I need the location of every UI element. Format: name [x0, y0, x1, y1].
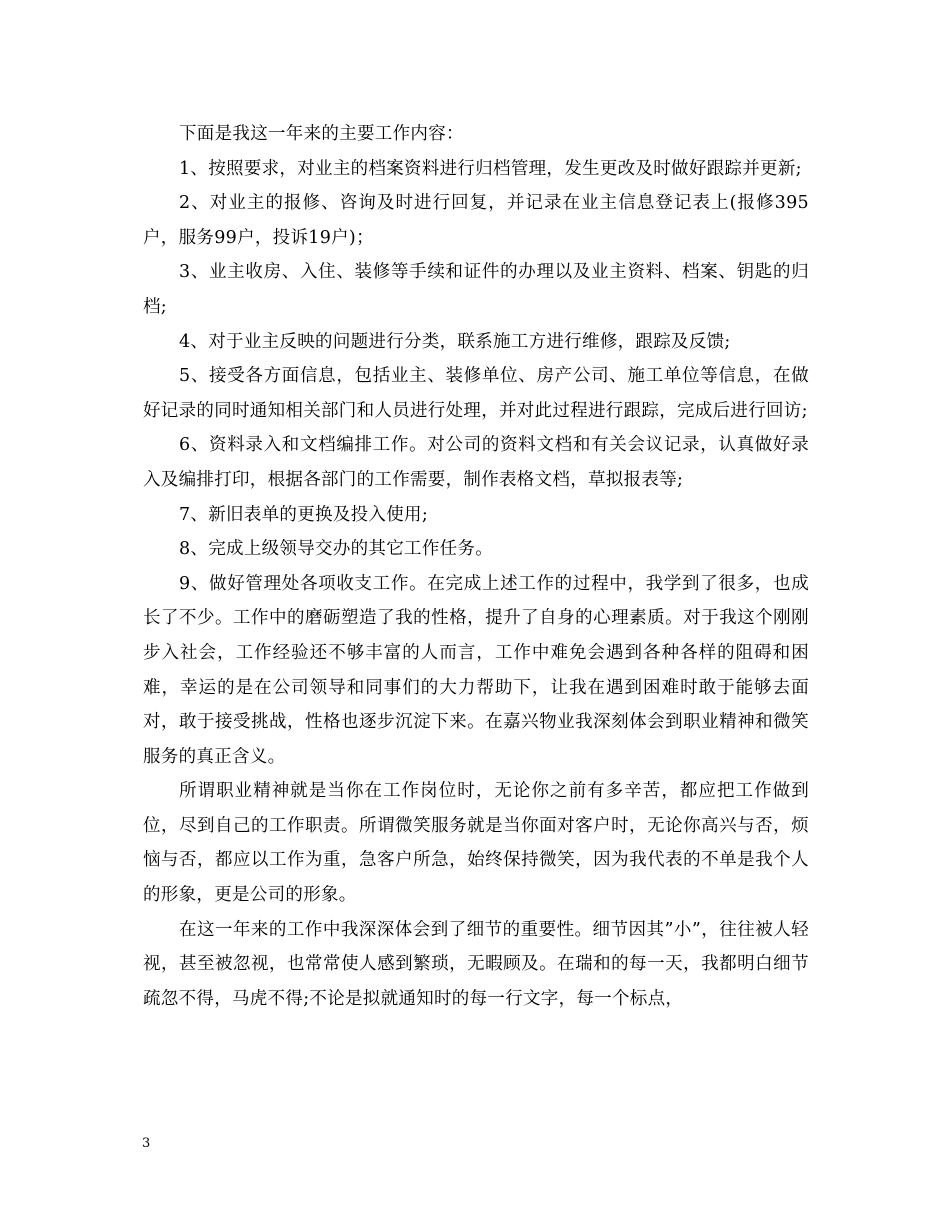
- paragraph-intro: 下面是我这一年来的主要工作内容：: [179, 124, 464, 144]
- paragraph-item-7: 7、新旧表单的更换及投入使用;: [179, 504, 429, 525]
- paragraph-professionalism: 所谓职业精神就是当你在工作岗位时，无论你之前有多辛苦，都应把工作做到位，尽到自己的工作职责。所谓微笑服务就是当你面对客户时，无论你高兴与否，烦恼与否，都应以工作为重，急客户所急，始终保持微笑，因为我代表的不单是我个人的形象，更是公司的形象。: [143, 781, 809, 906]
- paragraph-item-8: 8、完成上级领导交办的其它工作任务。: [179, 539, 494, 560]
- paragraph-item-9: 9、做好管理处各项收支工作。在完成上述工作的过程中，我学到了很多，也成长了不少。工作中的磨砺塑造了我的性格，提升了自身的心理素质。对于我这个刚刚步入社会，工作经验还不够丰富的人而言，工作中难免会遇到各种各样的阻碍和困难，幸运的是在公司领导和同事们的大力帮助下，让我在遇到困难时敢于能够去面对，敢于接受挑战，性格也逐步沉淀下来。在嘉兴物业我深刻体会到职业精神和微笑服务的真正含义。: [143, 573, 809, 767]
- paragraph-item-3: 3、业主收房、入住、装修等手续和证件的办理以及业主资料、档案、钥匙的归档;: [143, 262, 809, 317]
- paragraph-item-1: 1、按照要求，对业主的档案资料进行归档管理，发生更改及时做好跟踪并更新;: [179, 158, 802, 179]
- paragraph-item-4: 4、对于业主反映的问题进行分类，联系施工方进行维修，跟踪及反馈;: [179, 331, 731, 352]
- page-number: 3: [142, 1136, 151, 1151]
- paragraph-item-6: 6、资料录入和文档编排工作。对公司的资料文档和有关会议记录，认真做好录入及编排打印，根据各部门的工作需要，制作表格文档，草拟报表等;: [143, 435, 809, 490]
- paragraph-details: 在这一年来的工作中我深深体会到了细节的重要性。细节因其”小”，往往被人轻视，甚至被忽视，也常常使人感到繁琐，无暇顾及。在瑞和的每一天，我都明白细节疏忽不得，马虎不得;不论是拟就通知时的每一行文字，每一个标点，: [143, 919, 809, 1009]
- document-body: [143, 117, 809, 1016]
- paragraph-item-5: 5、接受各方面信息，包括业主、装修单位、房产公司、施工单位等信息，在做好记录的同时通知相关部门和人员进行处理，并对此过程进行跟踪，完成后进行回访;: [143, 366, 809, 421]
- paragraph-item-2: 2、对业主的报修、咨询及时进行回复，并记录在业主信息登记表上(报修395户，服务99户，投诉19户)；: [143, 193, 809, 248]
